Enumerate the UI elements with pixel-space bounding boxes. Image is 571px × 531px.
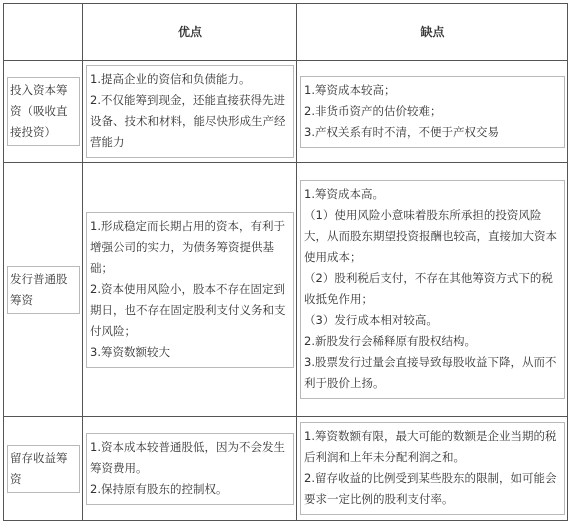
row-pros-cell <box>83 163 297 417</box>
row-category-cell <box>4 61 83 163</box>
pros-item: 1.提高企业的资信和负债能力。 <box>90 72 251 86</box>
header-pros: 优点 <box>83 4 297 61</box>
row-cons-cell <box>297 417 568 521</box>
pros-list <box>86 65 294 158</box>
financing-comparison-table <box>3 3 568 521</box>
header-blank-cell <box>4 4 83 61</box>
pros-item: 2.不仅能筹到现金，还能直接获得先进设备、技术和材料，能尽快形成生产经营能力 <box>90 93 286 149</box>
row-cons-cell <box>297 163 568 417</box>
cons-item: 3.股票发行过量会直接导致每股收益下降，从而不利于股价上扬。 <box>304 355 557 390</box>
cons-item: 3.产权关系有时不清，不便于产权交易 <box>304 124 499 139</box>
cons-item: 2.留存收益的比例受到某些股东的限制，如可能会要求一定比例的股利支付率。 <box>304 471 557 506</box>
cons-item: 2.新股发行会稀释原有股权结构。 <box>304 334 476 348</box>
cons-item: 2.非货币资产的估价较难； <box>304 103 442 118</box>
cons-item: （3）发行成本相对较高。 <box>304 313 438 327</box>
table-row <box>4 163 568 417</box>
row-pros-cell <box>83 61 297 163</box>
row-category: 发行普通股筹资 <box>7 266 80 314</box>
cons-list <box>300 422 565 515</box>
pros-item: 2.保持原有股东的控制权。 <box>90 481 228 496</box>
cons-list <box>300 180 565 399</box>
table-row <box>4 61 568 163</box>
pros-item: 3.筹资数额较大 <box>90 344 170 359</box>
header-row <box>4 4 568 61</box>
header-cons: 缺点 <box>297 4 568 61</box>
table-row <box>4 417 568 521</box>
cons-item: （1）使用风险小意味着股东所承担的投资风险大，从而股东期望投资报酬也较高，直接加大资本使用成本； <box>304 208 557 264</box>
cons-item: 1.筹资成本较高； <box>304 82 396 97</box>
pros-item: 2.资本使用风险小，股本不存在固定到期日，也不存在固定股利支付义务和支付风险； <box>90 281 286 338</box>
pros-list <box>86 433 294 505</box>
cons-list <box>300 76 565 148</box>
row-pros-cell <box>83 417 297 521</box>
cons-item: 1.筹资数额有限，最大可能的数额是企业当期的税后利润和上年未分配利润之和。 <box>304 429 557 464</box>
row-category: 投入资本筹资（吸收直接投资） <box>7 77 80 146</box>
row-category-cell <box>4 417 83 521</box>
pros-item: 1.资本成本较普通股低，因为不会发生筹资费用。 <box>90 439 285 475</box>
row-category-cell <box>4 163 83 417</box>
pros-item: 1.形成稳定而长期占用的资本，有利于增强公司的实力，为债务筹资提供基础； <box>90 218 285 275</box>
cons-item: 1.筹资成本高。 <box>304 187 384 201</box>
row-category: 留存收益筹资 <box>7 445 80 493</box>
row-cons-cell <box>297 61 568 163</box>
pros-list <box>86 212 294 368</box>
cons-item: （2）股利税后支付，不存在其他筹资方式下的税收抵免作用； <box>304 271 553 306</box>
